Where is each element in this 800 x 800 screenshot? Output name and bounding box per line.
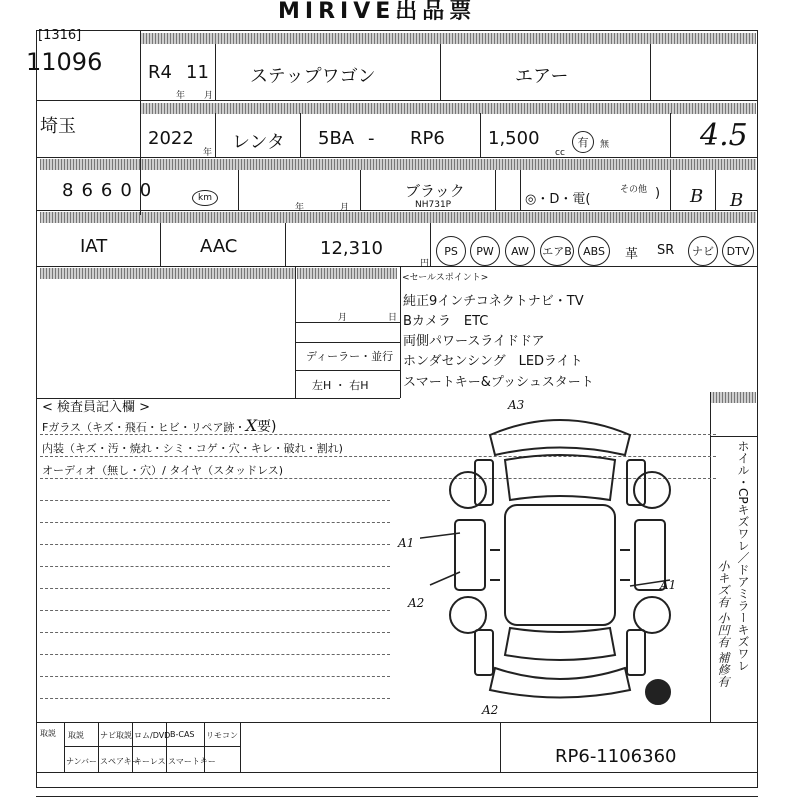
sales-point-2: Bカメラ ETC [403,314,489,329]
interior-grade: B [690,186,704,207]
handle-side: 左H ・ 右H [312,379,369,392]
page-title: MIRIVE出品票 [278,0,477,24]
inspector-glass: Fガラス（キズ・飛石・ヒビ・リペア跡・X要) [42,416,277,435]
mileage: 86600 [62,180,160,201]
vertical-note-2: 小キズ有 小凹有 補修有 [716,560,730,688]
equip-navi: ナビ [688,236,718,266]
car-damage-diagram [420,400,700,720]
color-options: ◎・D・電( [525,192,591,207]
dealer-parallel: ディーラー・並行 [306,350,394,363]
score: 4.5 [700,118,748,153]
turbo-has: 有 [572,131,594,153]
equip-aw: AW [505,236,535,266]
model-year: 2022 [148,128,194,149]
damage-mark-rear: A2 [482,703,499,717]
inspector-title: < 検査員記入欄 > [42,400,151,415]
recycle-fee: 12,310 [320,238,383,259]
usage: レンタ [232,132,285,153]
lot-number: 11096 [26,48,103,76]
equip-abs: ABS [578,236,610,266]
vertical-note-1: ホイル・CPキズワレ／ドアミラーキズワレ [736,440,750,672]
prefix: 5BA [318,128,355,149]
equip-airbag: エアB [540,236,574,266]
transmission: IAT [80,236,108,257]
sales-point-5: スマートキー&プッシュスタート [403,375,594,390]
era: R4 [148,62,172,83]
sales-point-4: ホンダセンシング LEDライト [403,354,583,369]
lot-code: [1316] [38,28,82,43]
mileage-unit: km [192,190,218,206]
color: ブラック [405,182,465,200]
inspector-audio: オーディオ（無し・穴）/ タイヤ（スタッドレス) [42,464,284,477]
model-name: ステップワゴン [250,66,376,87]
region: 埼玉 [40,116,76,137]
equip-ps: PS [436,236,466,266]
inspector-interior: 内装（キズ・汚・焼れ・シミ・コゲ・穴・キレ・破れ・割れ) [42,442,343,455]
equip-pw: PW [470,236,500,266]
damage-mark-front: A3 [508,398,525,412]
sales-point-3: 両側パワースライドドア [403,334,545,349]
equip-sr: SR [657,243,675,258]
chassis-code: RP6 [410,128,445,149]
damage-mark-left: A1 [398,536,415,550]
color-code: NH731P [415,200,452,210]
exterior-grade: B [730,190,744,211]
aircon: AAC [200,236,238,257]
damage-mark-left-rear: A2 [408,596,425,610]
first-reg-month: 11 [186,62,209,83]
sales-points-label: <セールスポイント> [402,273,489,283]
chassis-number: RP6-1106360 [555,746,677,767]
damage-mark-right: A1 [660,578,677,592]
equip-dtv: DTV [722,236,754,266]
sales-point-1: 純正9インチコネクトナビ・TV [403,294,584,309]
color-other: その他 [620,185,648,195]
displacement: 1,500 [488,128,540,149]
grade: エアー [515,66,569,87]
equip-leather: 革 [625,247,639,262]
